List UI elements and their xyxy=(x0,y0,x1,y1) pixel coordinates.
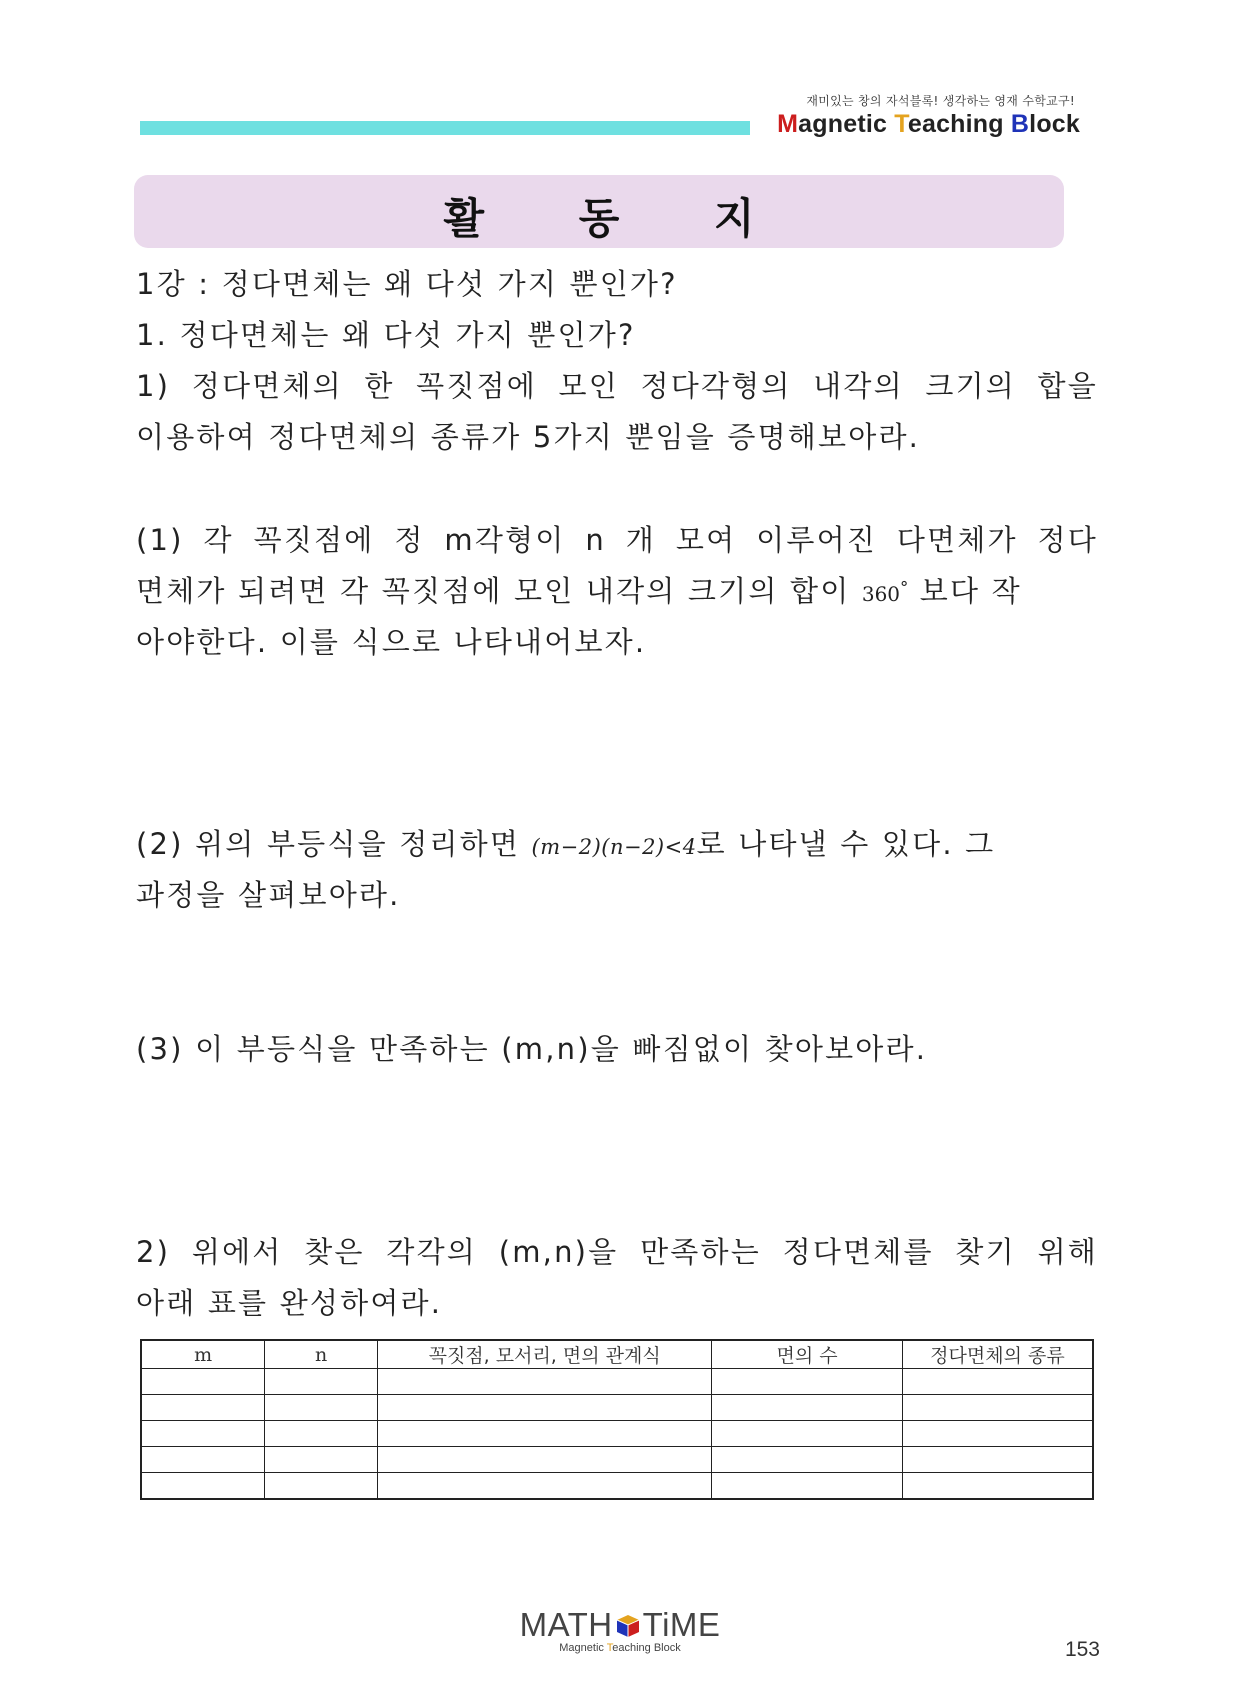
table-cell[interactable] xyxy=(902,1421,1093,1447)
brand-letter-t: T xyxy=(894,110,908,138)
table-row xyxy=(141,1421,1093,1447)
table-row xyxy=(141,1395,1093,1421)
table-cell[interactable] xyxy=(141,1369,265,1395)
footer-logo-subtitle xyxy=(515,1642,725,1655)
footer-sub-t: T xyxy=(606,1642,613,1654)
section-heading: 1. 정다면체는 왜 다섯 가지 뿐인가? xyxy=(136,318,636,352)
table-cell[interactable] xyxy=(265,1447,378,1473)
table-cell[interactable] xyxy=(141,1447,265,1473)
table-row xyxy=(141,1369,1093,1395)
table-cell[interactable] xyxy=(378,1421,712,1447)
table-cell[interactable] xyxy=(712,1395,903,1421)
cube-icon xyxy=(615,1611,641,1637)
question-1-1-line-2 xyxy=(136,569,1098,610)
footer-sub-magnetic: Magnetic xyxy=(559,1642,607,1654)
table-header-row xyxy=(141,1340,1093,1369)
header-subtitle: 재미있는 창의 자석블록! 생각하는 영재 수학교구! xyxy=(806,94,1075,108)
question-1-2-text-b: 로 나타낼 수 있다. 그 xyxy=(696,827,996,861)
header-divider-bar xyxy=(140,121,750,135)
table-cell[interactable] xyxy=(902,1447,1093,1473)
angle-360 xyxy=(861,578,909,606)
table-header-m: m xyxy=(141,1340,265,1369)
lesson-heading: 1강 : 정다면체는 왜 다섯 가지 뿐인가? xyxy=(136,267,678,301)
page-title: 활 동 지 xyxy=(443,194,795,243)
table-cell[interactable] xyxy=(902,1473,1093,1500)
table-cell[interactable] xyxy=(712,1473,903,1500)
degree-sign: ° xyxy=(900,578,909,598)
question-1-line-1: 1) 정다면체의 한 꼭짓점에 모인 정다각형의 내각의 크기의 합을 xyxy=(136,369,1098,403)
table-cell[interactable] xyxy=(712,1369,903,1395)
table-cell[interactable] xyxy=(712,1447,903,1473)
question-1-2-text-a: (2) 위의 부등식을 정리하면 xyxy=(136,827,521,861)
brand-logo xyxy=(770,110,1080,139)
question-1-1-line-2-text-a: 면체가 되려면 각 꼭짓점에 모인 내각의 크기의 합이 xyxy=(136,574,851,608)
question-2-line-1: 2) 위에서 찾은 각각의 (m,n)을 만족하는 정다면체를 찾기 위해 xyxy=(136,1235,1098,1269)
table-cell[interactable] xyxy=(141,1421,265,1447)
brand-letter-b: B xyxy=(1010,110,1030,138)
footer-logo xyxy=(515,1608,725,1655)
brand-word-agnetic: agnetic xyxy=(798,110,895,138)
table-cell[interactable] xyxy=(378,1369,712,1395)
question-1-1-line-1: (1) 각 꼭짓점에 정 m각형이 n 개 모여 이루어진 다면체가 정다 xyxy=(136,523,1098,557)
answer-table xyxy=(140,1339,1094,1500)
page-number: 153 xyxy=(1064,1638,1100,1661)
table-cell[interactable] xyxy=(378,1395,712,1421)
question-1-1-line-2-text-b: 보다 작 xyxy=(919,574,1022,608)
table-header-relation: 꼭짓점, 모서리, 면의 관계식 xyxy=(378,1340,712,1369)
table-header-n: n xyxy=(265,1340,378,1369)
table-cell[interactable] xyxy=(265,1421,378,1447)
brand-word-lock: lock xyxy=(1029,110,1080,138)
inequality-formula: (m−2)(n−2)<4 xyxy=(531,835,697,859)
table-cell[interactable] xyxy=(902,1395,1093,1421)
table-row xyxy=(141,1447,1093,1473)
brand-letter-m: M xyxy=(777,110,799,138)
table-header-polyhedron-type: 정다면체의 종류 xyxy=(902,1340,1093,1369)
footer-logo-math: MATH xyxy=(519,1606,613,1643)
question-1-1-line-3: 아야한다. 이를 식으로 나타내어보자. xyxy=(136,625,647,659)
table-header-face-count: 면의 수 xyxy=(712,1340,903,1369)
table-cell[interactable] xyxy=(378,1473,712,1500)
table-cell[interactable] xyxy=(265,1395,378,1421)
table-row xyxy=(141,1473,1093,1500)
question-2-line-2: 아래 표를 완성하여라. xyxy=(136,1286,443,1320)
table-cell[interactable] xyxy=(265,1369,378,1395)
table-cell[interactable] xyxy=(141,1395,265,1421)
table-cell[interactable] xyxy=(712,1421,903,1447)
table-cell[interactable] xyxy=(902,1369,1093,1395)
question-1-line-2: 이용하여 정다면체의 종류가 5가지 뿐임을 증명해보아라. xyxy=(136,420,921,454)
question-1-2-line-1 xyxy=(136,822,995,863)
question-1-2-line-2: 과정을 살펴보아라. xyxy=(136,878,401,912)
footer-sub-eaching-block: eaching Block xyxy=(612,1642,681,1654)
table-cell[interactable] xyxy=(265,1473,378,1500)
table-cell[interactable] xyxy=(141,1473,265,1500)
footer-logo-time: TiME xyxy=(642,1606,721,1643)
angle-value: 360 xyxy=(861,582,901,606)
question-1-3: (3) 이 부등식을 만족하는 (m,n)을 빠짐없이 찾아보아라. xyxy=(136,1032,928,1066)
brand-word-eaching: eaching xyxy=(907,110,1011,138)
table-cell[interactable] xyxy=(378,1447,712,1473)
